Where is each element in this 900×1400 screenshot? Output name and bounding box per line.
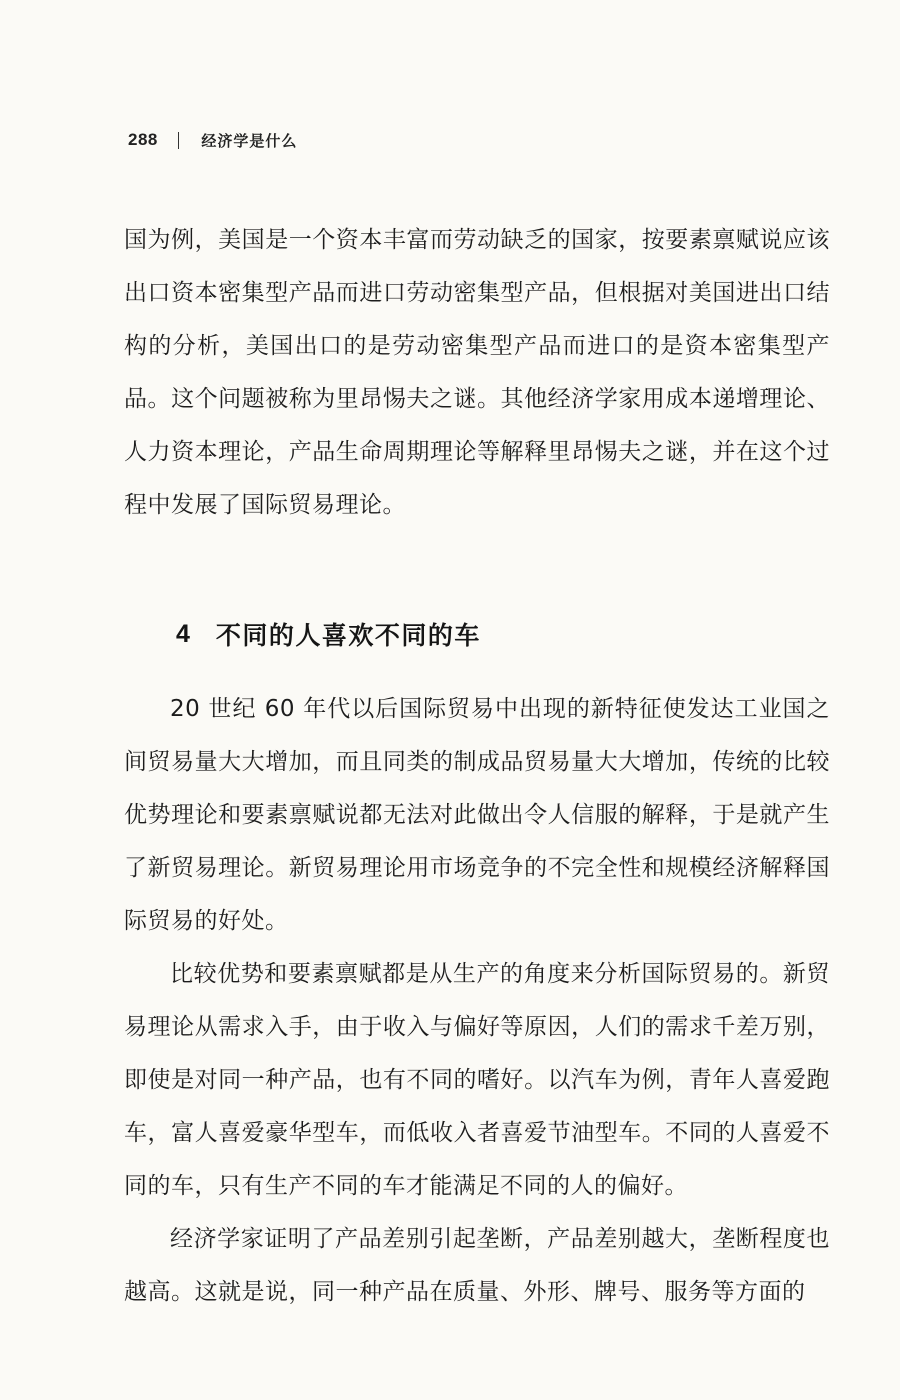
- section-number: 4: [176, 619, 190, 648]
- section-body: [124, 683, 830, 1319]
- continued-paragraph: 国为例，美国是一个资本丰富而劳动缺乏的国家，按要素禀赋说应该出口资本密集型产品而进口劳动密集型产品，但根据对美国进出口结构的分析，美国出口的是劳动密集型产品而进口的是资本密集型产品。这个问题被称为里昂惕夫之谜。其他经济学家用成本递增理论、人力资本理论，产品生命周期理论等解释里昂惕夫之谜，并在这个过程中发展了国际贸易理论。: [124, 227, 830, 518]
- paragraph: 20 世纪 60 年代以后国际贸易中出现的新特征使发达工业国之间贸易量大大增加，而且同类的制成品贸易量大大增加，传统的比较优势理论和要素禀赋说都无法对此做出令人信服的解释，于是就产生了新贸易理论。新贸易理论用市场竞争的不完全性和规模经济解释国际贸易的好处。: [124, 696, 830, 934]
- section-heading: [176, 612, 481, 656]
- section-title: 不同的人喜欢不同的车: [215, 621, 481, 650]
- running-header: [128, 128, 297, 152]
- header-divider: [178, 132, 180, 149]
- paragraph: 比较优势和要素禀赋都是从生产的角度来分析国际贸易的。新贸易理论从需求入手，由于收入与偏好等原因，人们的需求千差万别，即使是对同一种产品，也有不同的嗜好。以汽车为例，青年人喜爱跑车，富人喜爱豪华型车，而低收入者喜爱节油型车。不同的人喜爱不同的车，只有生产不同的车才能满足不同的人的偏好。: [124, 961, 830, 1199]
- paragraph: 经济学家证明了产品差别引起垄断，产品差别越大，垄断程度也越高。这就是说，同一种产品在质量、外形、牌号、服务等方面的: [124, 1226, 830, 1305]
- page-number: 288: [128, 130, 158, 149]
- book-title: 经济学是什么: [201, 131, 298, 150]
